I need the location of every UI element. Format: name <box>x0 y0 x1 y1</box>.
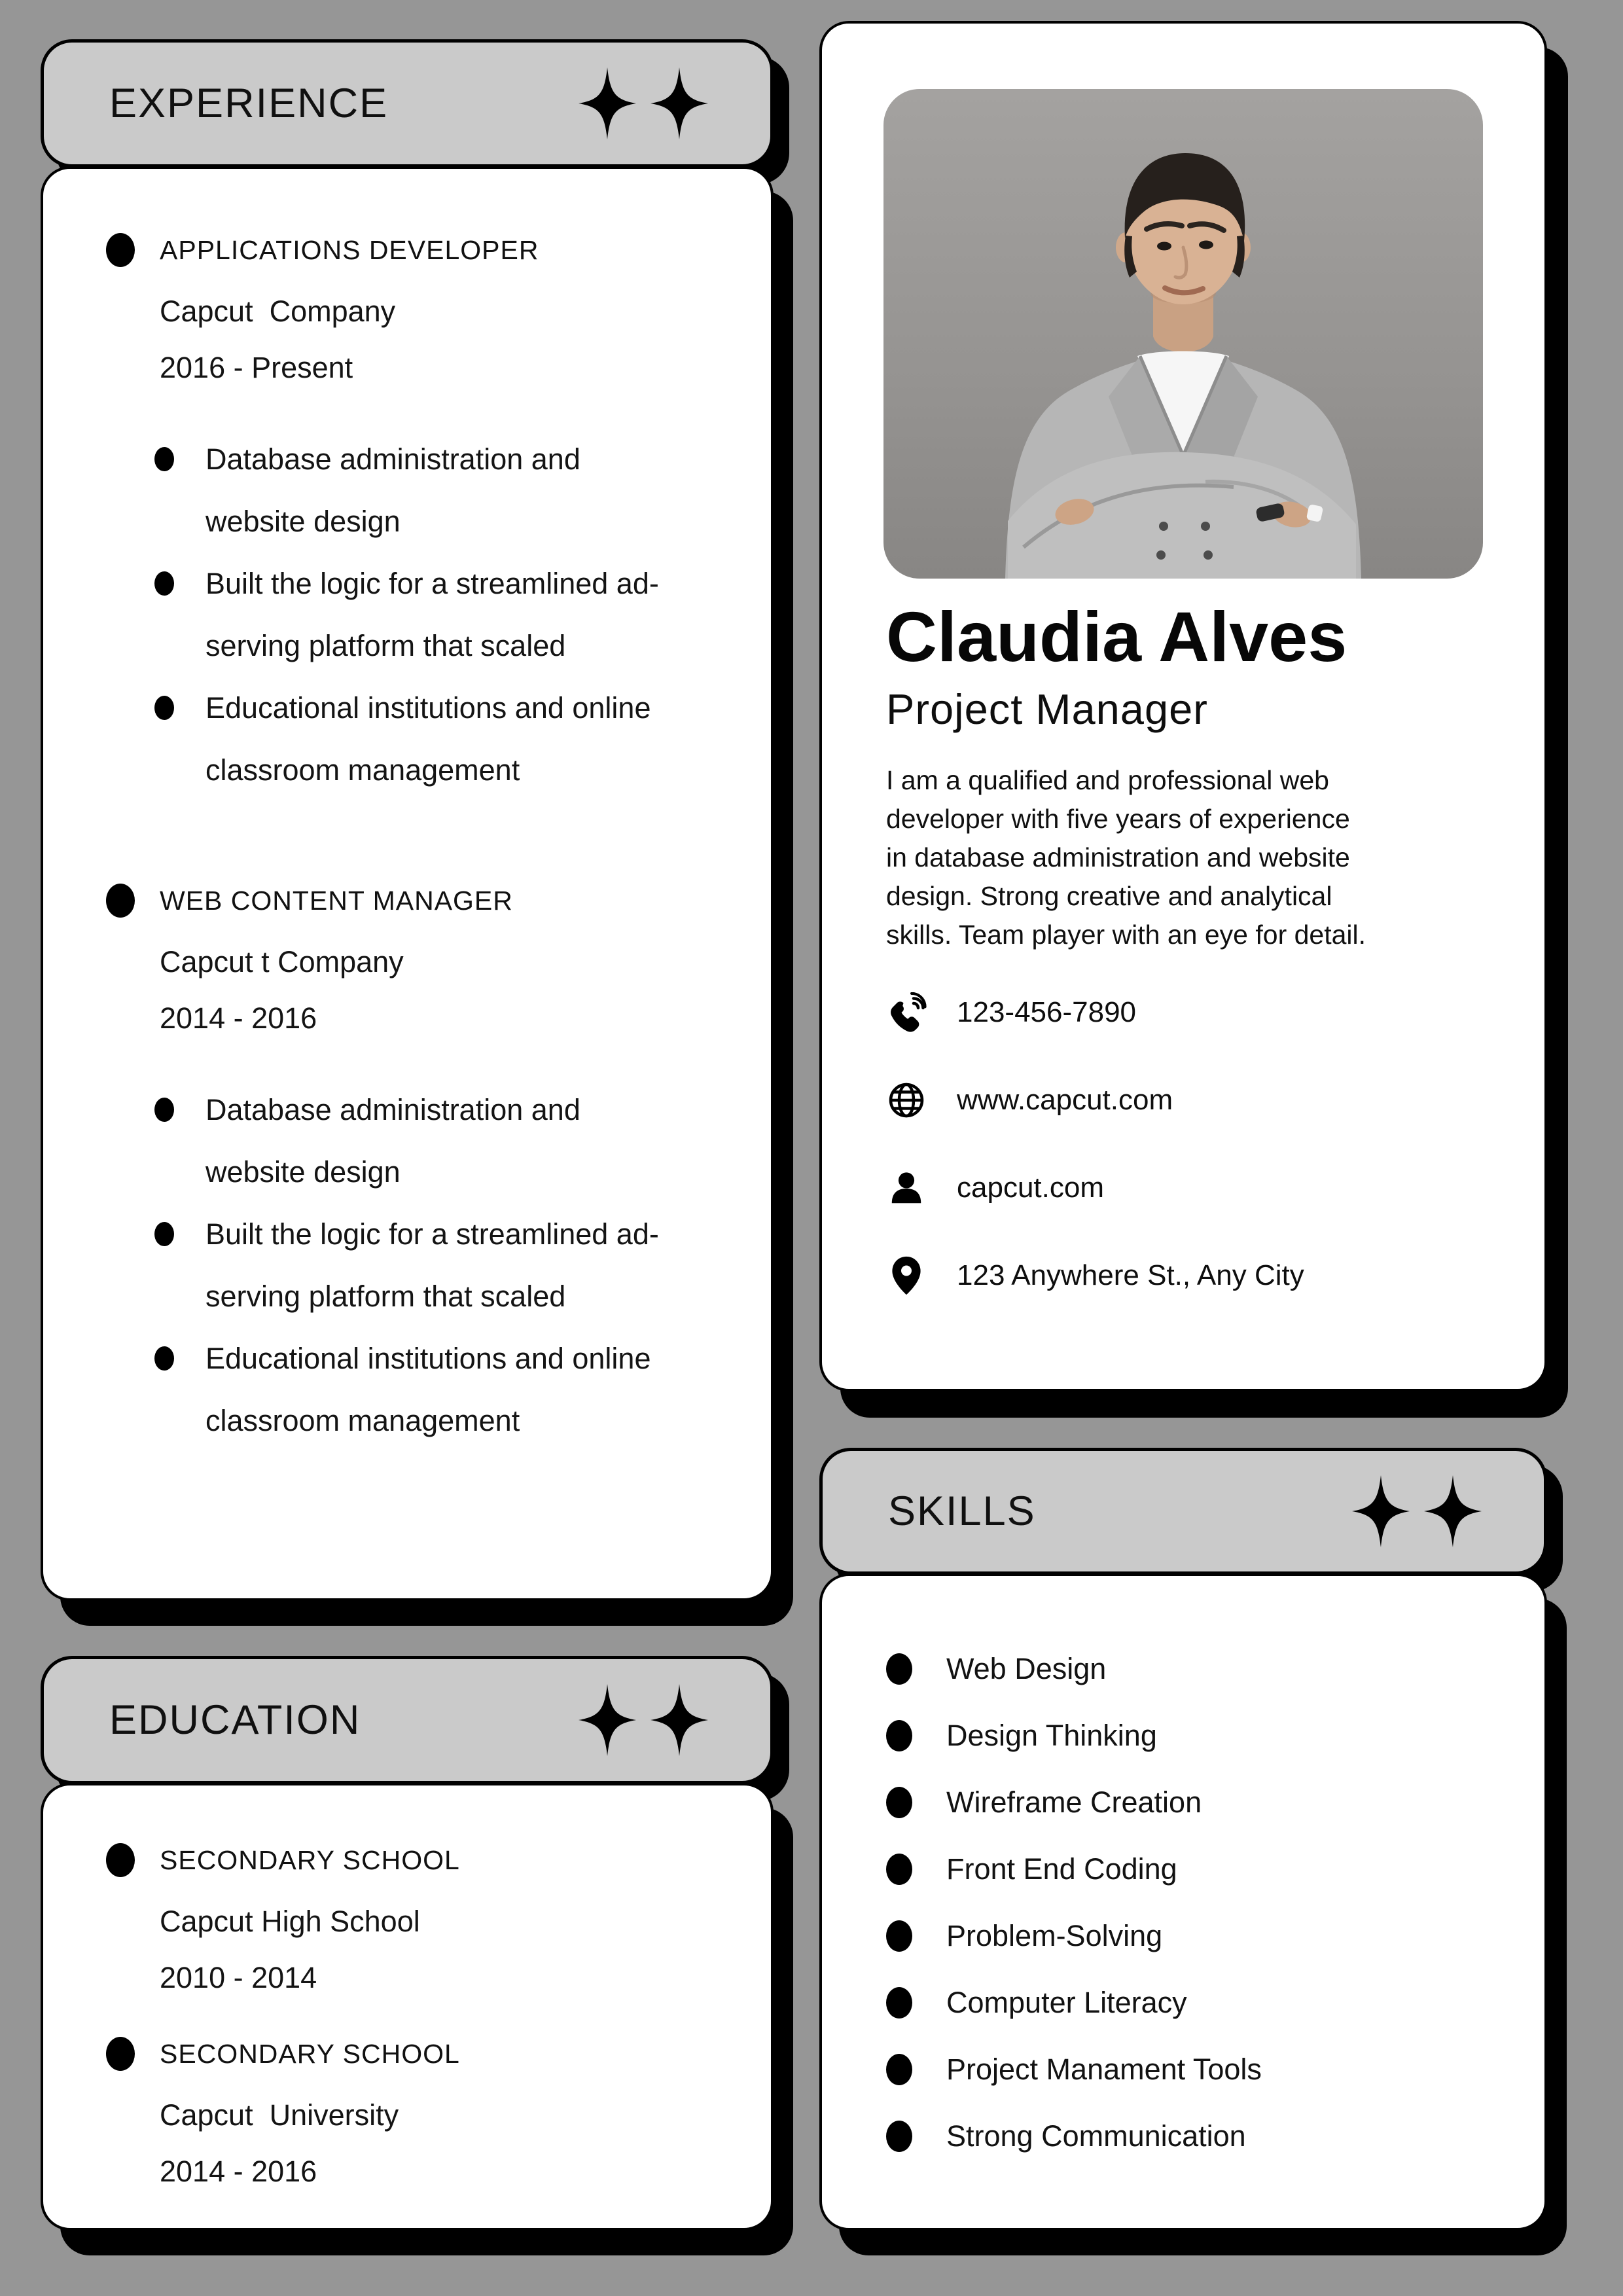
phone-number: 123-456-7890 <box>957 996 1137 1029</box>
bullet-line: website design <box>205 505 401 538</box>
education-level: SECONDARY SCHOOL <box>160 2038 460 2069</box>
bullet-line: classroom management <box>205 1404 520 1437</box>
bullet-line: Database administration and <box>205 442 580 476</box>
skill-label: Computer Literacy <box>946 1986 1187 2019</box>
bullet-line: Built the logic for a streamlined ad- <box>205 1217 659 1251</box>
bullet-dot-icon <box>886 1787 912 1818</box>
bullet-line: classroom management <box>205 753 520 787</box>
education-header-row <box>106 1843 735 1877</box>
experience-title: EXPERIENCE <box>109 81 389 126</box>
contact-row-address <box>886 1255 1480 1296</box>
education-entry <box>106 2037 735 2189</box>
bullet-line: Educational institutions and online <box>205 691 651 725</box>
skills-section-header <box>819 1448 1547 1575</box>
profile-bio: I am a qualified and professional web developer with five years of experience in database administration and website design. Strong creative and analytical skills. Team player with an eye for detail. <box>886 765 1366 950</box>
skill-label: Strong Communication <box>946 2119 1246 2153</box>
bullet-dot-icon <box>886 1987 912 2018</box>
profile-card <box>819 21 1547 1391</box>
bullet-line: website design <box>205 1155 401 1189</box>
list-item <box>886 1986 1508 2020</box>
job-header <box>106 884 735 918</box>
skills-title: SKILLS <box>888 1488 1036 1534</box>
job-company: Capcut Company <box>160 295 396 328</box>
job-entry <box>106 233 735 801</box>
location-icon <box>886 1255 927 1296</box>
sparkle-icon <box>651 67 708 139</box>
experience-card <box>41 166 774 1601</box>
job-header <box>106 233 735 267</box>
education-school: Capcut University <box>160 2098 399 2132</box>
list-item <box>154 1203 735 1327</box>
bullet-dot-icon <box>154 1098 174 1122</box>
portrait-illustration <box>883 89 1483 579</box>
bullet-line: Educational institutions and online <box>205 1342 651 1375</box>
list-item <box>154 1079 735 1203</box>
bullet-dot-icon <box>106 1843 135 1877</box>
education-entry <box>106 1843 735 1995</box>
sparkles-decoration <box>579 1684 708 1756</box>
list-item <box>886 1719 1508 1753</box>
job-title: WEB CONTENT MANAGER <box>160 885 513 916</box>
profile-photo <box>883 89 1483 579</box>
contact-row-phone <box>886 992 1480 1033</box>
person-role: Project Manager <box>886 685 1208 734</box>
education-title: EDUCATION <box>109 1697 361 1743</box>
skill-label: Design Thinking <box>946 1719 1157 1752</box>
website-url: www.capcut.com <box>957 1084 1173 1117</box>
bullet-dot-icon <box>886 1920 912 1952</box>
person-name: Claudia Alves <box>886 597 1347 676</box>
skill-label: Wireframe Creation <box>946 1785 1202 1819</box>
person-icon <box>886 1168 927 1208</box>
job-bullet-list <box>154 428 735 801</box>
education-level: SECONDARY SCHOOL <box>160 1844 460 1875</box>
sparkle-icon <box>1352 1475 1410 1547</box>
education-dates: 2010 - 2014 <box>160 1961 317 1994</box>
bullet-dot-icon <box>106 2037 135 2071</box>
list-item <box>886 2053 1508 2087</box>
job-bullet-list <box>154 1079 735 1452</box>
list-item <box>154 677 735 801</box>
profile-url: capcut.com <box>957 1172 1104 1204</box>
contact-list <box>886 992 1480 1296</box>
bullet-dot-icon <box>106 233 135 267</box>
skill-label: Front End Coding <box>946 1852 1177 1886</box>
bullet-dot-icon <box>886 1720 912 1751</box>
job-dates: 2014 - 2016 <box>160 1001 317 1035</box>
phone-icon <box>886 992 927 1033</box>
contact-row-profile <box>886 1168 1480 1208</box>
list-item <box>886 1852 1508 1886</box>
job-dates: 2016 - Present <box>160 351 353 384</box>
list-item <box>886 1785 1508 1820</box>
list-item <box>154 428 735 552</box>
education-dates: 2014 - 2016 <box>160 2155 317 2188</box>
globe-icon <box>886 1080 927 1121</box>
job-company: Capcut t Company <box>160 945 404 978</box>
bullet-dot-icon <box>886 2121 912 2152</box>
bullet-line: Built the logic for a streamlined ad- <box>205 567 659 600</box>
job-entry <box>106 884 735 1452</box>
bullet-dot-icon <box>886 1653 912 1685</box>
sparkle-icon <box>651 1684 708 1756</box>
sparkle-icon <box>579 1684 636 1756</box>
skill-label: Web Design <box>946 1652 1107 1685</box>
bullet-line: serving platform that scaled <box>205 629 566 662</box>
bullet-dot-icon <box>106 884 135 918</box>
contact-row-website <box>886 1080 1480 1121</box>
experience-section-header <box>41 39 774 168</box>
education-header-row <box>106 2037 735 2071</box>
bullet-dot-icon <box>886 2054 912 2085</box>
skill-label: Problem-Solving <box>946 1919 1163 1952</box>
skill-label: Project Manament Tools <box>946 2053 1262 2086</box>
bullet-dot-icon <box>154 571 174 596</box>
bullet-dot-icon <box>154 696 174 720</box>
sparkle-icon <box>579 67 636 139</box>
bullet-line: Database administration and <box>205 1093 580 1126</box>
bullet-dot-icon <box>154 1222 174 1246</box>
bullet-line: serving platform that scaled <box>205 1280 566 1313</box>
list-item <box>886 1652 1508 1686</box>
job-title: APPLICATIONS DEVELOPER <box>160 234 539 265</box>
list-item <box>886 2119 1508 2153</box>
address-text: 123 Anywhere St., Any City <box>957 1259 1304 1292</box>
bullet-dot-icon <box>154 1346 174 1371</box>
skills-card <box>819 1573 1547 2231</box>
sparkles-decoration <box>1352 1475 1482 1547</box>
list-item <box>154 552 735 677</box>
list-item <box>886 1919 1508 1953</box>
education-school: Capcut High School <box>160 1905 420 1938</box>
education-card <box>41 1783 774 2231</box>
bullet-dot-icon <box>154 447 174 471</box>
sparkles-decoration <box>579 67 708 139</box>
bullet-dot-icon <box>886 1854 912 1885</box>
list-item <box>154 1327 735 1452</box>
sparkle-icon <box>1424 1475 1482 1547</box>
education-section-header <box>41 1656 774 1784</box>
